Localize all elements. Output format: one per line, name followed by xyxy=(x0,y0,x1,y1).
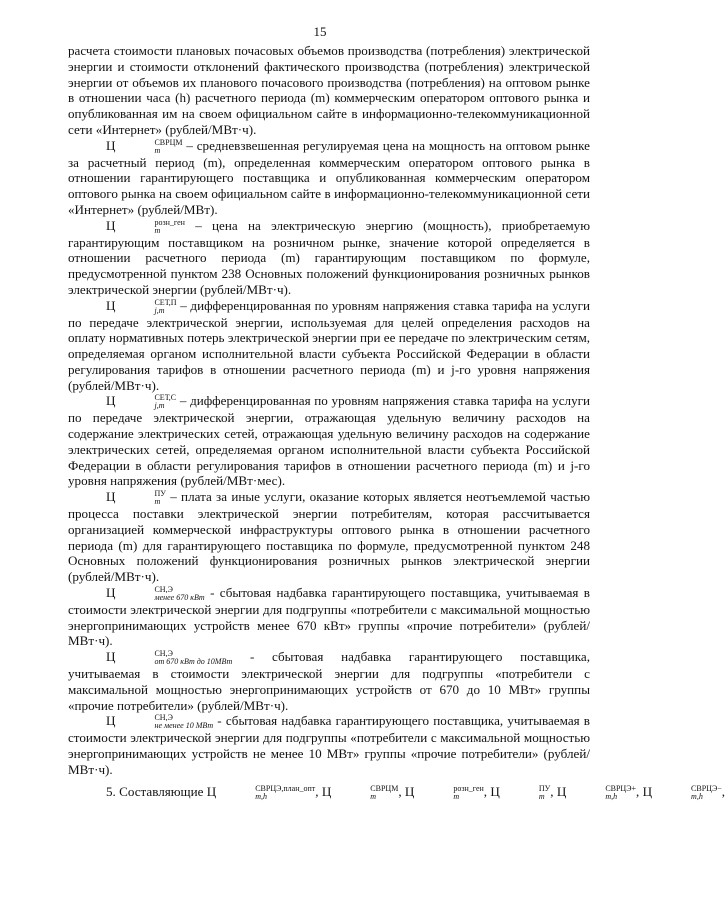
symbol-set-s: Ц СЕТ,С j,m xyxy=(106,393,177,411)
symbol-pu: Ц ПУ m xyxy=(106,489,166,506)
page-number: 15 xyxy=(313,24,327,39)
definition-sn-over-10: Ц СН,Э не менее 10 МВт - сбытовая надбавка гарантирующего поставщика, учитываемая в стоимости электрической энергии для подгруппы «потребители с максимальной мощностью энергопринимающих устройств не менее 10 МВт» группы «прочие потребители» (рублей/МВт·ч). xyxy=(68,713,590,777)
symbol-sn-over-10: Ц СН,Э не менее 10 МВт xyxy=(106,713,214,731)
term-svrcm: Ц СВРЦМ m , xyxy=(321,783,402,801)
paragraph-continuation: расчета стоимости плановых почасовых объемов производства (потребления) электрической энергии и стоимости отклонений фактического производства (потребления) электрической энергии от объемов их планового почасового производства (потребления) на оптовом рынке в отношении часа (h) расчетного периода (m) коммерческим оператором оптового рынка и опубликованная им на своем официальном сайте в информационно-телекоммуникационной сети «Интернет» (рублей/МВт·ч). xyxy=(68,43,590,137)
paragraph-5-start: 5. Составляющие Ц СВРЦЭ,план_опт m,h , Ц СВРЦМ m , Ц розн_ген m , Ц ПУ m , Ц СВРЦЭ+ m,h , Ц СВРЦЭ− m,h , xyxy=(106,783,725,801)
definition-set-s: Ц СЕТ,С j,m – дифференцированная по уровням напряжения ставка тарифа на услуги по передаче электрической энергии, отражающая удельную величину расходов на содержание электрических сетей, отражающая удельную величину расходов на содержание электрических сетей, определяемая органом исполнительной власти субъекта Российской Федерации в области регулирования тарифов в отношении расчетного периода (m) и j-го уровня напряжения (рублей/МВт·мес). xyxy=(68,393,590,489)
symbol-rozn-gen: Ц розн_ген m xyxy=(106,217,185,235)
term-svrce-minus: Ц СВРЦЭ− m,h , xyxy=(642,783,725,801)
term-rozn-gen: Ц розн_ген m , xyxy=(404,783,488,801)
definition-set-p: Ц СЕТ,П j,m – дифференцированная по уровням напряжения ставка тарифа на услуги по передаче электрической энергии, используемая для целей определения расходов на оплату нормативных потерь электрической энергии при ее передаче по электрическим сетям, определяемая органом исполнительной власти субъекта Российской Федерации в области регулирования тарифов в отношении расчетного периода (m) и j-го уровня напряжения (рублей/МВт·ч). xyxy=(68,297,590,393)
definition-pu: Ц ПУ m – плата за иные услуги, оказание которых является неотъемлемой частью процесса поставки электрической энергии потребителям, которая рассчитывается организацией коммерческой инфраструктуры оптового рынка в отношении расчетного периода (m) для гарантирующего поставщика по формуле, предусмотренной пунктом 248 Основных положений функционирования розничных рынков электрической энергии (рублей/МВт·ч). xyxy=(68,489,590,584)
definition-sn-670-to-10: Ц СН,Э от 670 кВт до 10МВт - сбытовая надбавка гарантирующего поставщика, учитываемая в стоимости электрической энергии для подгруппы «потребители с максимальной мощностью энергопринимающих устройств от 670 до 10 МВт» группы «прочие потребители» (рублей/МВт·ч). xyxy=(68,649,590,713)
definition-svrcm: Ц СВРЦМ m – средневзвешенная регулируемая цена на мощность на оптовом рынке за расчетный период (m), определенная коммерческим оператором оптового рынка в отношении гарантирующего поставщика и опубликованная коммерческим оператором оптового рынка на своем официальном сайте в информационно-телекоммуникационной сети «Интернет» (рублей/МВт). xyxy=(68,137,590,217)
term-pu: Ц ПУ m , xyxy=(490,783,554,801)
symbol-svrcm: Ц СВРЦМ m xyxy=(106,137,183,155)
symbol-sn-670-to-10: Ц СН,Э от 670 кВт до 10МВт xyxy=(106,649,233,666)
symbol-set-p: Ц СЕТ,П j,m xyxy=(106,297,177,315)
term-svrce-plus: Ц СВРЦЭ+ m,h , xyxy=(556,783,640,801)
symbol-sn-under-670: Ц СН,Э менее 670 кВт xyxy=(106,584,205,602)
term-svrce-plan-opt: Ц СВРЦЭ,план_опт m,h , xyxy=(206,783,319,801)
document-body xyxy=(68,43,725,801)
definition-rozn-gen: Ц розн_ген m – цена на электрическую энергию (мощность), приобретаемую гарантирующим поставщиком на розничном рынке, значение которой определяется в отношении расчетного периода (m) гарантирующим поставщиком по формуле, предусмотренной пунктом 238 Основных положений функционирования розничных рынков электрической энергии (рублей/МВт·ч). xyxy=(68,217,590,297)
definition-sn-under-670: Ц СН,Э менее 670 кВт - сбытовая надбавка гарантирующего поставщика, учитываемая в стоимости электрической энергии для подгруппы «потребители с максимальной мощностью энергопринимающих устройств менее 670 кВт» группы «прочие потребители» (рублей/МВт·ч). xyxy=(68,584,590,649)
